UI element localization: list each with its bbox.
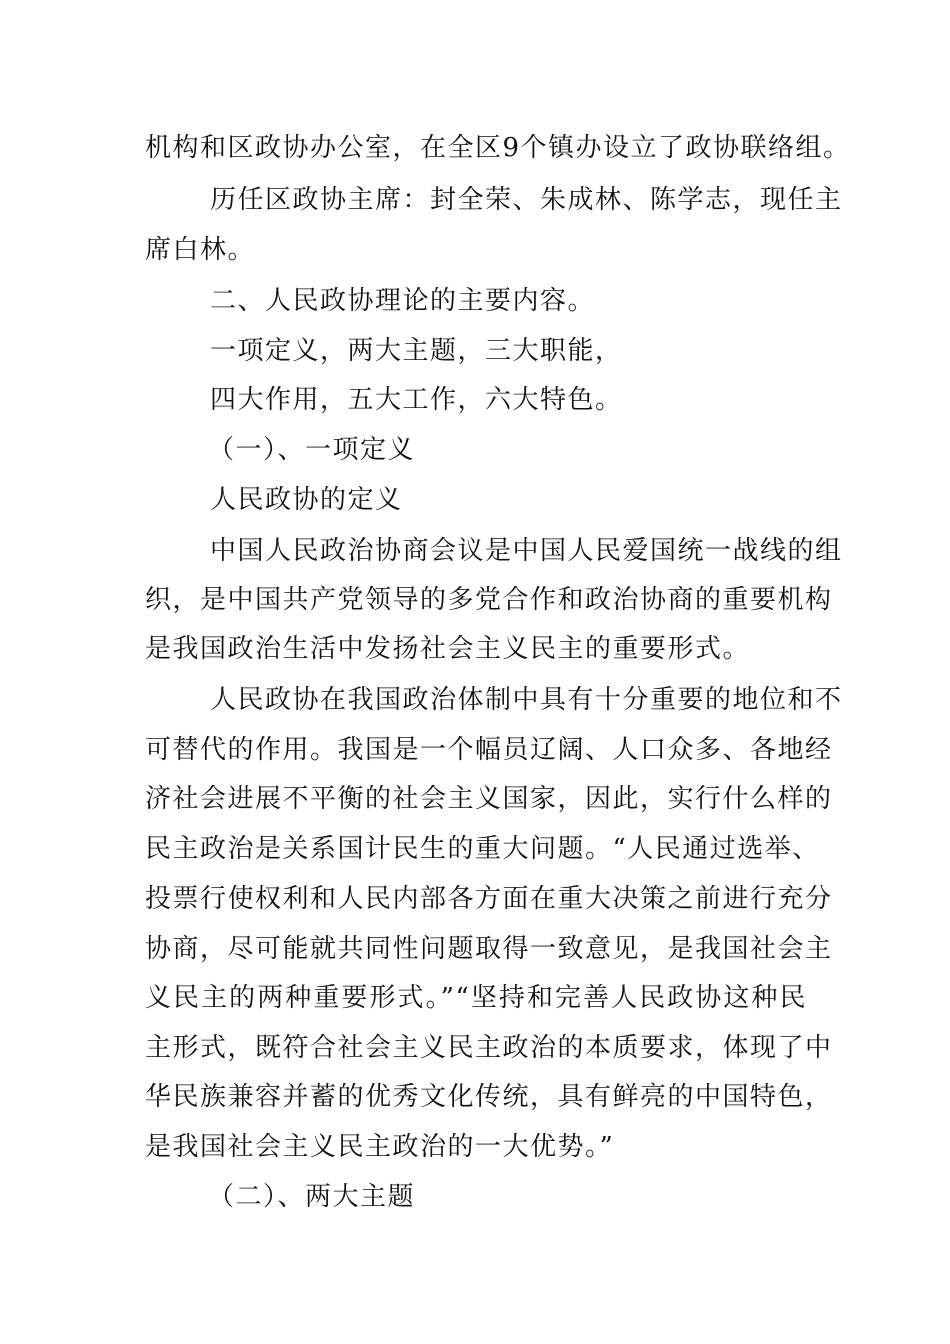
text-line-5: 一项定义，两大主题，三大职能， — [210, 336, 623, 366]
text-line-16: 投票行使权利和人民内部各方面在重大决策之前进行充分 — [145, 884, 833, 914]
text-line-10: 织，是中国共产党领导的多党合作和政治协商的重要机构 — [145, 585, 833, 615]
text-line-17: 协商，尽可能就共同性问题取得一致意见，是我国社会主 — [145, 934, 833, 964]
subsection-heading-1: （一）、一项定义 — [208, 435, 416, 465]
text-line-14: 济社会进展不平衡的社会主义国家，因此，实行什么样的 — [145, 784, 833, 814]
text-line-11: 是我国政治生活中发扬社会主义民主的重要形式。 — [145, 634, 751, 664]
text-line-13: 可替代的作用。我国是一个幅员辽阔、人口众多、各地经 — [145, 735, 833, 765]
text-line-3: 席白林。 — [145, 235, 256, 265]
text-line-6: 四大作用，五大工作，六大特色。 — [210, 385, 623, 415]
text-line-8: 人民政协的定义 — [210, 485, 403, 515]
text-line-20: 华民族兼容并蓄的优秀文化传统，具有鲜亮的中国特色， — [145, 1082, 833, 1112]
text-line-19: 主形式，既符合社会主义民主政治的本质要求，体现了中 — [145, 1033, 833, 1063]
text-line-1: 机构和区政协办公室，在全区9个镇办设立了政协联络组。 — [145, 133, 851, 163]
text-line-15: 民主政治是关系国计民生的重大问题。“人民通过选举、 — [145, 834, 820, 864]
text-line-18: 义民主的两种重要形式。”“坚持和完善人民政协这种民 — [145, 983, 807, 1013]
section-heading-2: 二、人民政协理论的主要内容。 — [210, 286, 596, 316]
text-line-9: 中国人民政治协商会议是中国人民爱国统一战线的组 — [210, 536, 843, 566]
text-line-12: 人民政协在我国政治体制中具有十分重要的地位和不 — [210, 685, 843, 715]
text-line-21: 是我国社会主义民主政治的一大优势。” — [145, 1132, 615, 1162]
text-line-2: 历任区政协主席：封全荣、朱成林、陈学志，现任主 — [210, 185, 843, 215]
subsection-heading-2: （二）、两大主题 — [208, 1182, 416, 1212]
